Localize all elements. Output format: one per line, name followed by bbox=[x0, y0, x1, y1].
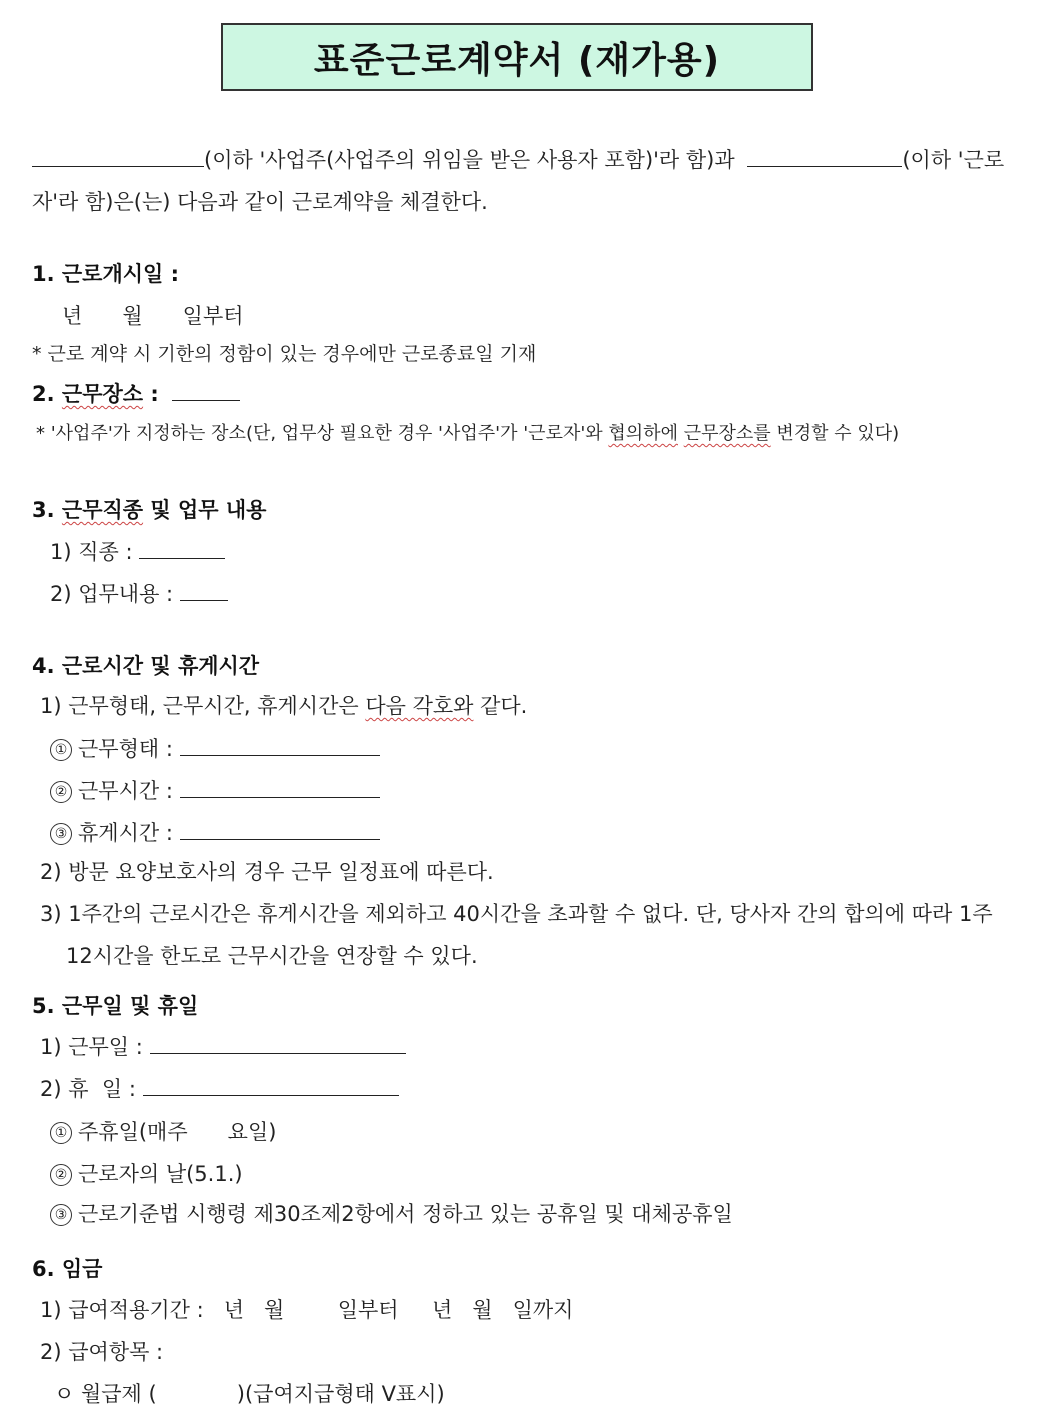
s4-item-1-a: 1) 근무형태, 근무시간, 휴게시간은 bbox=[40, 694, 366, 718]
work-form-row bbox=[50, 735, 380, 763]
section-6-heading: 6. 임금 bbox=[32, 1257, 103, 1281]
duties-row bbox=[50, 580, 228, 608]
workday-label: 1) 근무일 : bbox=[40, 1035, 143, 1059]
circle-3: ③ bbox=[50, 823, 72, 845]
intro-part-1: (이하 '사업주(사업주의 위임을 받은 사용자 포함)'라 함)과 bbox=[204, 148, 735, 172]
circle-1: ① bbox=[50, 739, 72, 761]
worker-blank[interactable] bbox=[747, 146, 902, 167]
section-2-num: 2. bbox=[32, 382, 62, 406]
note-text-a: * '사업주'가 지정하는 장소(단, 업무상 필요한 경우 '사업주'가 '근로자'와 bbox=[36, 423, 609, 444]
section-2-colon: : bbox=[143, 382, 159, 406]
section-5-heading: 5. 근무일 및 휴일 bbox=[32, 994, 199, 1018]
intro-part-2: (이하 '근로 bbox=[902, 148, 1005, 172]
holiday-label: 2) 휴 일 : bbox=[40, 1077, 136, 1101]
section-3-num: 3. bbox=[32, 498, 62, 522]
section-3-heading bbox=[32, 496, 266, 524]
section-2-heading bbox=[32, 380, 240, 408]
public-holiday-row bbox=[50, 1200, 733, 1228]
note-text-b: 협의하에 bbox=[608, 423, 678, 444]
section-2-title: 근무장소 bbox=[61, 382, 144, 406]
section-2-note bbox=[36, 420, 899, 448]
weekly-holiday-text: 주휴일(매주 요일) bbox=[78, 1120, 277, 1144]
work-hours-blank[interactable] bbox=[180, 777, 380, 798]
job-type-blank[interactable] bbox=[139, 538, 225, 559]
note-text-d: 근무장소를 bbox=[683, 423, 771, 444]
title-box bbox=[221, 23, 813, 91]
workplace-blank[interactable] bbox=[172, 380, 240, 401]
monthly-pay-row: ㅇ 월급제 ( )(급여지급형태 V표시) bbox=[54, 1382, 445, 1406]
labor-day-row bbox=[50, 1160, 243, 1188]
labor-day-text: 근로자의 날(5.1.) bbox=[78, 1162, 243, 1186]
pay-items: 2) 급여항목 : bbox=[40, 1340, 164, 1364]
start-date: 년 월 일부터 bbox=[62, 304, 244, 328]
public-holiday-text: 근로기준법 시행령 제30조제2항에서 정하고 있는 공휴일 및 대체공휴일 bbox=[78, 1202, 733, 1226]
s4-item-3: 3) 1주간의 근로시간은 휴게시간을 제외하고 40시간을 초과할 수 없다. 단, 당사자 간의 합의에 따라 1주 bbox=[40, 902, 993, 926]
break-hours-row bbox=[50, 819, 380, 847]
circle-h2: ② bbox=[50, 1164, 72, 1186]
intro-line-2: 자'라 함)은(는) 다음과 같이 근로계약을 체결한다. bbox=[32, 190, 488, 214]
note-text-e: 변경할 수 있다) bbox=[770, 423, 900, 444]
break-hours-blank[interactable] bbox=[180, 819, 380, 840]
work-hours-row bbox=[50, 777, 380, 805]
work-form-blank[interactable] bbox=[180, 735, 380, 756]
circle-2: ② bbox=[50, 781, 72, 803]
section-1-heading: 1. 근로개시일 : bbox=[32, 262, 180, 286]
s4-item-1-b: 다음 각호와 bbox=[365, 694, 474, 718]
workday-blank[interactable] bbox=[150, 1033, 406, 1054]
work-hours-label: 근무시간 : bbox=[78, 779, 173, 803]
workday-row bbox=[40, 1033, 406, 1061]
document-title: 표준근로계약서 (재가용) bbox=[313, 39, 721, 81]
section-4-heading: 4. 근로시간 및 휴게시간 bbox=[32, 654, 260, 678]
s4-item-3-cont: 12시간을 한도로 근무시간을 연장할 수 있다. bbox=[66, 944, 478, 968]
section-1-note: * 근로 계약 시 기한의 정함이 있는 경우에만 근로종료일 기재 bbox=[32, 343, 537, 365]
holiday-blank[interactable] bbox=[143, 1075, 399, 1096]
job-type-row bbox=[50, 538, 225, 566]
weekly-holiday-row bbox=[50, 1118, 276, 1146]
circle-h1: ① bbox=[50, 1122, 72, 1144]
s4-item-1-c: 같다. bbox=[473, 694, 528, 718]
work-form-label: 근무형태 : bbox=[78, 737, 173, 761]
break-hours-label: 휴게시간 : bbox=[78, 821, 173, 845]
s4-item-2: 2) 방문 요양보호사의 경우 근무 일정표에 따른다. bbox=[40, 860, 494, 884]
intro-line-1 bbox=[32, 146, 1004, 174]
section-3-title-a: 근무직종 bbox=[61, 498, 144, 522]
job-type-label: 1) 직종 : bbox=[50, 540, 133, 564]
circle-h3: ③ bbox=[50, 1204, 72, 1226]
pay-period: 1) 급여적용기간 : 년 월 일부터 년 월 일까지 bbox=[40, 1298, 574, 1322]
duties-blank[interactable] bbox=[180, 580, 228, 601]
section-3-title-b: 및 업무 내용 bbox=[143, 498, 267, 522]
employer-blank[interactable] bbox=[32, 146, 204, 167]
holiday-row bbox=[40, 1075, 399, 1103]
s4-item-1 bbox=[40, 692, 527, 720]
duties-label: 2) 업무내용 : bbox=[50, 582, 174, 606]
